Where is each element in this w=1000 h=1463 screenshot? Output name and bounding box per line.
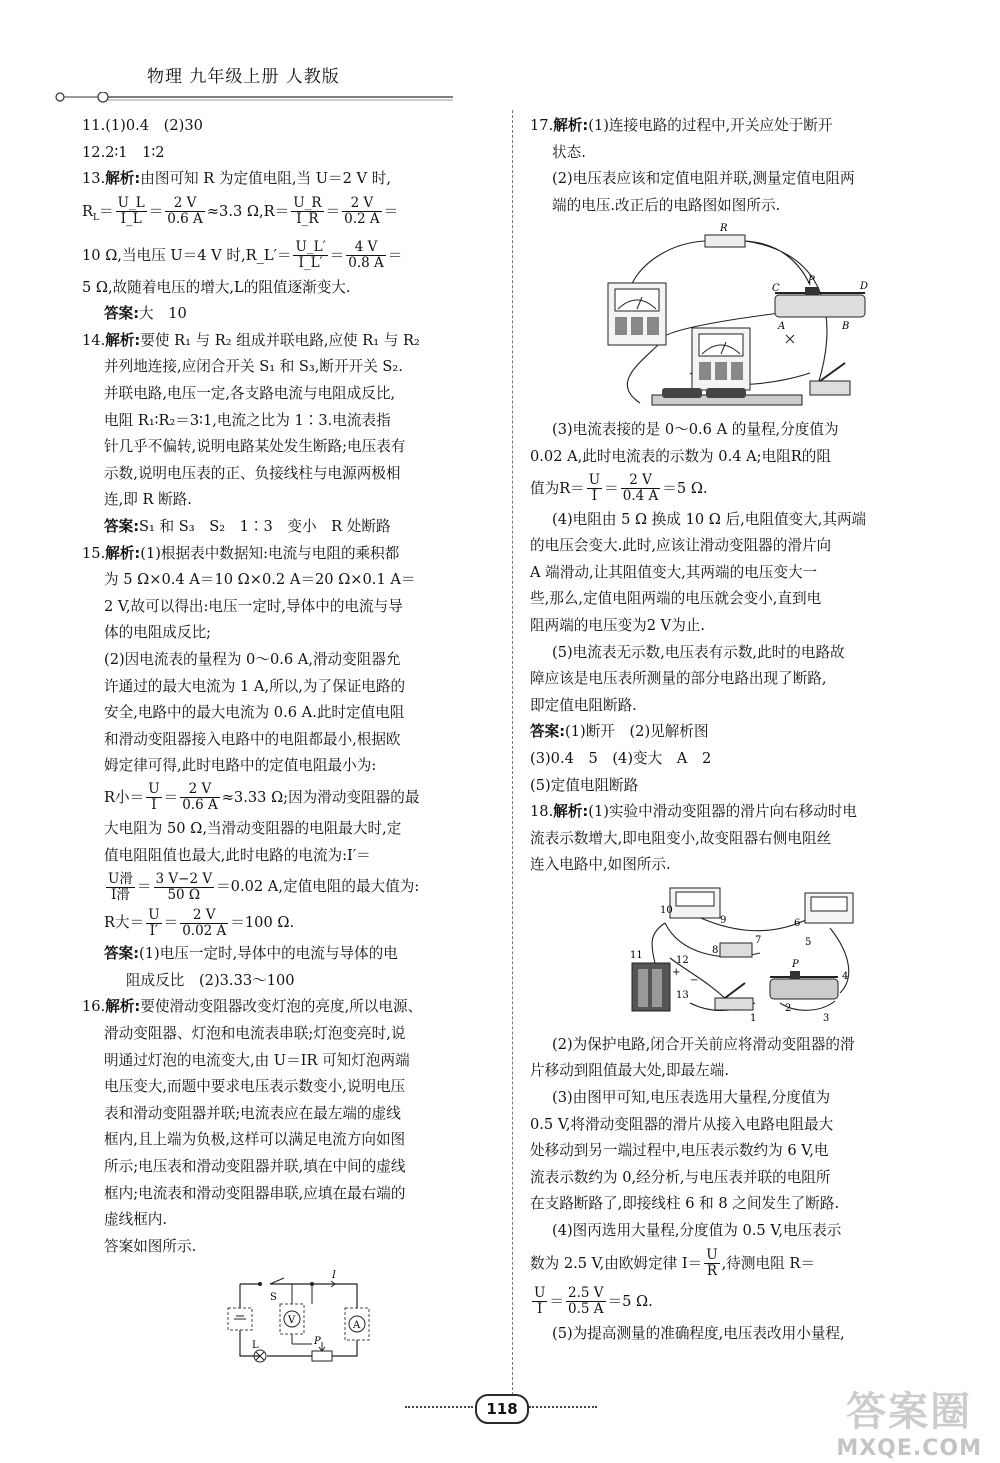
answer-14: 14.解析:要使 R₁ 与 R₂ 组成并联电路,应使 R₁ 与 R₂ 并列地连接,应闭合开关 S₁ 和 S₃,断开开关 S₂. 并联电路,电压一定,各支路电流与电阻成反比, 电阻 R₁∶R₂＝3∶1,电流之比为 1∶3.电流表指 针几乎不偏转,说明电路某处发生断路;电压表有 示数,说明电压表的正、负接线柱与电源两极相 连,即 R 断路. 答案:S₁ 和 S₃ S₂ 1∶3 变小 R 处断路 — [82, 331, 420, 536]
svg-text:D: D — [860, 281, 869, 293]
svg-text:P: P — [792, 958, 799, 970]
svg-text:A: A — [353, 1320, 361, 1332]
svg-text:1: 1 — [750, 1012, 757, 1024]
right-column — [530, 113, 944, 1347]
header-title: 物理 九年级上册 人教版 — [147, 67, 340, 87]
circuit-photo-17 — [600, 223, 880, 413]
svg-text:4: 4 — [842, 970, 849, 982]
left-column — [82, 113, 494, 1373]
answer-17: 17.解析:(1)连接电路的过程中,开关应处于断开 状态. (2)电压表应该和定值电阻并联,测量定值电阻两 端的电压.改正后的电路图如图所示. R C P D A B (3)电流表接的是 0～0.6 A 的量程,分度值为 0.02 A,此时电流表的示数为 0.4 A;电阻R的阻 值为R＝ $\frac{U}{I}$ ＝ $\frac{2 V}{0.4 A}$ ＝5 Ω. (4)电阻由 5 Ω 换成 10 Ω 后,电阻值变大,其两端 的电压会变大.此时,应该让滑动变阻器的滑片向 A 端滑动,让其阻值变大,其两端的电压变大一 些,那么,定值电阻两端的电压就会变小,直到电 阻两端的电压变为2 V为止. (5)电流表无示数,电压表有示数,此时的电路故 障应该是电压表所测量的部分电路出现了断路, 即定值电阻断路. 答案:(1)断开 (2)见解析图 (3)0.4 5 (4)变大 A 2 (5)定值电阻断路 — [530, 113, 944, 799]
svg-text:13: 13 — [676, 989, 689, 1001]
svg-text:R: R — [720, 223, 728, 235]
answer-12: 12.2∶1 1∶2 — [82, 143, 165, 161]
answer-11: 11.(1)0.4 (2)30 — [82, 117, 203, 134]
circuit-diagram-16 — [222, 1264, 402, 1369]
footer-dots-left — [405, 1406, 473, 1408]
svg-text:V: V — [288, 1315, 296, 1327]
svg-text:9: 9 — [720, 914, 727, 926]
watermark — [836, 1389, 982, 1461]
page-header — [55, 62, 455, 102]
page-number: 118 — [475, 1394, 529, 1424]
svg-text:5: 5 — [805, 936, 812, 948]
answer-15: 15.解析:(1)根据表中数据知:电流与电阻的乘积都 为 5 Ω×0.4 A＝10 Ω×0.2 A＝20 Ω×0.1 A＝ 2 V,故可以得出:电压一定时,导体中的电流与导 体的电阻成反比; (2)因电流表的量程为 0～0.6 A,滑动变阻器允 许通过的最大电流为 1 A,所以,为了保证电路的 安全,电路中的最大电流为 0.6 A.此时定值电阻 和滑动变阻器接入电路中的电阻都最小,根据欧 姆定律可得,此时电路中的定值电阻最小为: R小＝ $\frac{U}{I}$ ＝ $\frac{2 V}{0.6 A}$ ≈3.33 Ω;因为滑动变阻器的最 大电阻为 50 Ω,当滑动变阻器的电阻最大时,定 值电阻阻值也最大,此时电路的电流为:I′＝ $\frac{\text{U滑}}{\text{I滑}}$ ＝ $\frac{3 V-2 V}{50 \Omega}$ ＝0.02 A,定值电阻的最大值为: R大＝ $\frac{U}{I'}$ ＝ $\frac{2 V}{0.02 A}$ ＝100 Ω. 答案:(1)电压一定时,导体中的电流与导体的电 阻成反比 (2)3.33～100 — [82, 544, 420, 989]
circuit-photo-18 — [620, 883, 860, 1028]
svg-text:A: A — [778, 321, 786, 333]
svg-text:P: P — [314, 1336, 321, 1348]
column-divider — [512, 110, 513, 1395]
svg-text:P: P — [808, 275, 815, 287]
svg-text:3: 3 — [823, 1012, 830, 1024]
svg-text:2: 2 — [785, 1002, 792, 1014]
svg-text:I: I — [332, 1270, 336, 1282]
footer-dots-right — [529, 1406, 597, 1408]
svg-text:C: C — [772, 283, 780, 295]
svg-text:11: 11 — [630, 949, 643, 961]
watermark-url: MXQE.COM — [836, 1436, 982, 1461]
answer-16: 16.解析:要使滑动变阻器改变灯泡的亮度,所以电源、 滑动变阻器、灯泡和电流表串联;灯泡变亮时,说 明通过灯泡的电流变大,由 U＝IR 可知灯泡两端 电压变大,而题中要求电压表示数变小,说明电压 表和滑动变阻器并联;电流表应在最左端的虚线 框内,且上端为负极,这样可以满足电流方向如图 所示;电压表和滑动变阻器并联,填在中间的虚线 框内;电流表和滑动变阻器串联,应填在最右端的 虚线框内. 答案如图所示. V A S I L P — [82, 994, 494, 1369]
svg-text:L: L — [252, 1340, 259, 1352]
svg-text:10: 10 — [660, 904, 673, 916]
svg-text:S: S — [270, 1292, 277, 1304]
svg-text:B: B — [842, 321, 850, 333]
svg-text:7: 7 — [755, 934, 762, 946]
watermark-logo: 答案圈 — [846, 1389, 973, 1435]
answer-13: 13.解析:由图可知 R 为定值电阻,当 U＝2 V 时, $R_L=$ $\frac{U\_L}{I\_L}$ ＝ $\frac{2 V}{0.6 A}$ ≈3.3 Ω,R＝ $\frac{U\_R}{I\_R}$ ＝ $\frac{2 V}{0.2 A}$ ＝ 10 Ω,当电压 U＝4 V 时,R_L′＝ $\frac{U\_L'}{I\_L'}$ ＝ $\frac{4 V}{0.8 A}$ ＝ 5 Ω,故随着电压的增大,L的阻值逐渐变大. 答案:大 10 — [82, 170, 403, 323]
header-ornament — [55, 92, 455, 106]
answer-18: 18.解析:(1)实验中滑动变阻器的滑片向右移动时电 流表示数增大,即电阻变小,故变阻器右侧电阻丝 连入电路中,如图所示. 10 9 6 5 7 8 11 12 + 13 − 1 2 3 4 P (2)为保护电路,闭合开关前应将滑动变阻器的滑 片移动到阻值最大处,即最左端. (3)由图甲可知,电压表选用大量程,分度值为 0.5 V,将滑动变阻器的滑片从接入电路电阻最大 处移动到另一端过程中,电压表示数约为 6 V,电 流表示数约为 0,经分析,与电压表并联的电阻所 在支路断路了,即接线柱 6 和 8 之间发生了断路. (4)图丙选用大量程,分度值为 0.5 V,电压表示 数为 2.5 V,由欧姆定律 I＝ $\frac{U}{R}$ ,待测电阻 R＝ $\frac{U}{I}$ ＝ $\frac{2.5 V}{0.5 A}$ ＝5 Ω. (5)为提高测量的准确程度,电压表改用小量程, — [530, 799, 944, 1347]
svg-text:8: 8 — [712, 944, 719, 956]
svg-text:−: − — [690, 974, 699, 986]
svg-text:+: + — [672, 966, 681, 978]
svg-text:6: 6 — [794, 917, 801, 929]
svg-text:12: 12 — [676, 954, 689, 966]
